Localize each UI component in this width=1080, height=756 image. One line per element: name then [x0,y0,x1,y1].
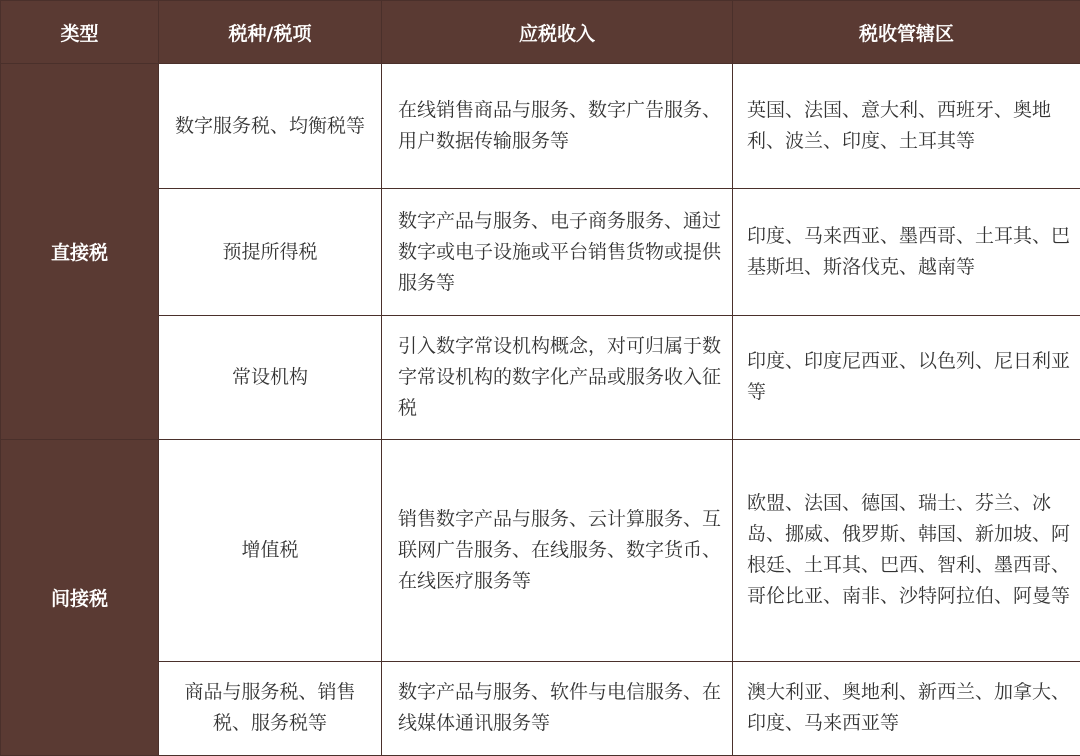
taxable-income-cell: 引入数字常设机构概念，对可归属于数字常设机构的数字化产品或服务收入征税 [382,315,733,439]
tax-item-cell: 预提所得税 [159,189,382,315]
table-row [1,315,1080,439]
taxable-income-cell: 在线销售商品与服务、数字广告服务、用户数据传输服务等 [382,64,733,189]
table-row [1,440,1080,662]
taxable-income-cell: 数字产品与服务、电子商务服务、通过数字或电子设施或平台销售货物或提供服务等 [382,189,733,315]
tax-item-cell: 数字服务税、均衡税等 [159,64,382,189]
type-indirect-tax: 间接税 [1,440,159,756]
table-row [1,64,1080,189]
header-tax-item: 税种/税项 [159,1,382,64]
table-row [1,189,1080,315]
header-taxable-income: 应税收入 [382,1,733,64]
tax-item-cell: 常设机构 [159,315,382,439]
table-row [1,661,1080,755]
type-direct-tax: 直接税 [1,64,159,440]
jurisdiction-cell: 欧盟、法国、德国、瑞士、芬兰、冰岛、挪威、俄罗斯、韩国、新加坡、阿根廷、土耳其、巴西、智利、墨西哥、哥伦比亚、南非、沙特阿拉伯、阿曼等 [733,440,1080,662]
jurisdiction-cell: 澳大利亚、奥地利、新西兰、加拿大、印度、马来西亚等 [733,661,1080,755]
jurisdiction-cell: 英国、法国、意大利、西班牙、奥地利、波兰、印度、土耳其等 [733,64,1080,189]
header-type: 类型 [1,1,159,64]
taxable-income-cell: 数字产品与服务、软件与电信服务、在线媒体通讯服务等 [382,661,733,755]
tax-item-cell: 商品与服务税、销售税、服务税等 [159,661,382,755]
jurisdiction-cell: 印度、印度尼西亚、以色列、尼日利亚等 [733,315,1080,439]
header-row [1,1,1080,64]
header-jurisdiction: 税收管辖区 [733,1,1080,64]
jurisdiction-cell: 印度、马来西亚、墨西哥、土耳其、巴基斯坦、斯洛伐克、越南等 [733,189,1080,315]
taxable-income-cell: 销售数字产品与服务、云计算服务、互联网广告服务、在线服务、数字货币、在线医疗服务等 [382,440,733,662]
tax-item-cell: 增值税 [159,440,382,662]
